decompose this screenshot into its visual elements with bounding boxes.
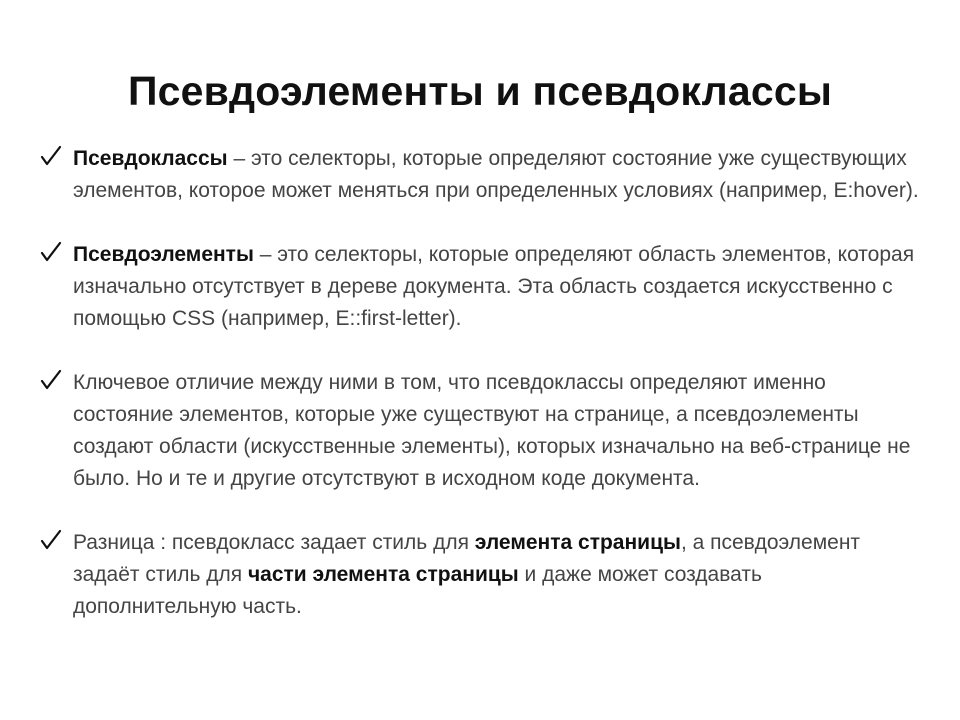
bullet-text: и даже может создавать дополнительную часть. — [73, 563, 762, 618]
slide-title: Псевдоэлементы и псевдоклассы — [127, 68, 833, 114]
bullet-item-pseudoelements — [40, 239, 930, 335]
bullet-emphasis: элемента страницы — [474, 531, 681, 554]
bullet-emphasis: части элемента страницы — [247, 563, 519, 586]
checkmark-icon — [40, 527, 62, 555]
bullet-item-difference-summary — [40, 527, 930, 623]
bullet-term: Псевдоэлементы — [73, 243, 254, 266]
bullet-item-key-difference — [40, 367, 930, 495]
bullet-list — [40, 143, 930, 623]
bullet-text: Ключевое отличие между ними в том, что псевдоклассы определяют именно состояние элементов, которые уже существуют на странице, а псевдоэлементы создают области (искусственные элементы), которых изначально на веб-странице не было. Но и те и другие отсутствуют в исходном коде документа. — [73, 371, 911, 490]
checkmark-icon — [40, 239, 62, 267]
bullet-text: Разница : псевдокласс задает стиль для — [73, 531, 475, 554]
checkmark-icon — [40, 367, 62, 395]
bullet-text: , а псевдоэлемент задаёт стиль для — [73, 531, 861, 586]
checkmark-icon — [40, 143, 62, 171]
bullet-item-pseudoclasses — [40, 143, 930, 207]
bullet-term: Псевдоклассы — [73, 147, 228, 170]
bullet-text: – это селекторы, которые определяют область элементов, которая изначально отсутствует в дереве документа. Эта область создается искусственно с помощью CSS (например, E::first-letter). — [73, 243, 915, 330]
bullet-text: – это селекторы, которые определяют состояние уже существующих элементов, которое может меняться при определенных условиях (например, E:hover). — [73, 147, 919, 202]
